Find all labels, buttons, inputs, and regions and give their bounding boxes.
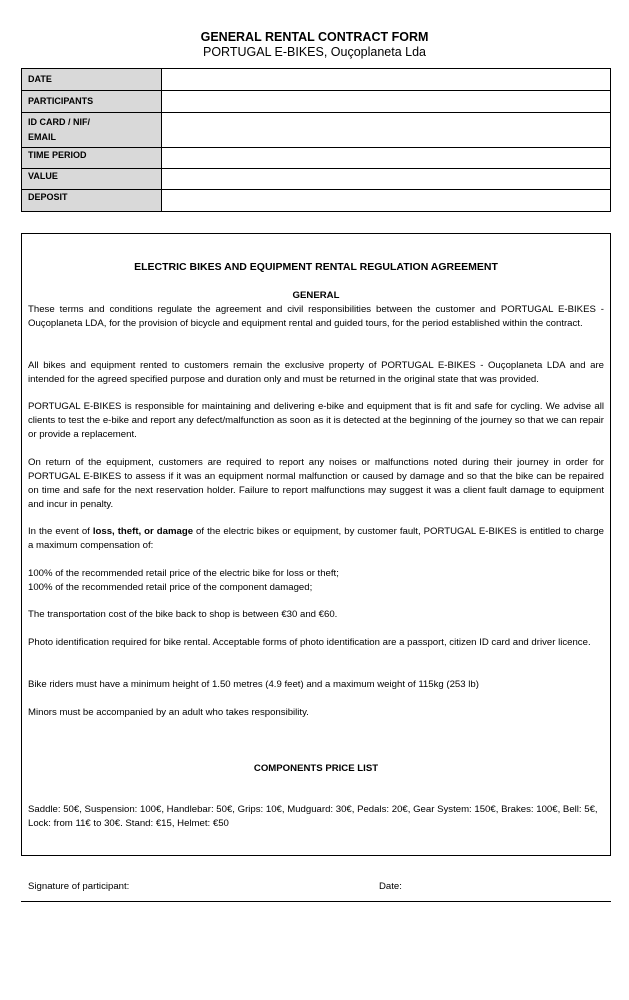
id-card-label — [22, 113, 162, 148]
date-field[interactable] — [162, 69, 611, 91]
general-heading: GENERAL — [292, 290, 340, 301]
paragraph-minors-block — [28, 706, 604, 720]
signature-date-label: Date: — [379, 881, 402, 892]
participants-field[interactable] — [162, 91, 611, 113]
deposit-label: DEPOSIT — [22, 190, 162, 212]
table-row — [22, 69, 611, 91]
general-section — [28, 289, 604, 331]
paragraph-percentages-block — [28, 567, 604, 595]
paragraph-photo-id: Photo identification required for bike rental. Acceptable forms of photo identification are a passport, citizen ID card and driver licence. — [28, 637, 591, 648]
page-title: GENERAL RENTAL CONTRACT FORM — [200, 30, 429, 44]
paragraph-transport: The transportation cost of the bike back to shop is between €30 and €60. — [28, 609, 338, 620]
participants-label: PARTICIPANTS — [22, 91, 162, 113]
paragraph-minors: Minors must be accompanied by an adult who takes responsibility. — [28, 707, 309, 718]
id-card-field[interactable] — [162, 113, 611, 148]
paragraph-maintenance-block — [28, 400, 604, 442]
signature-label: Signature of participant: — [28, 881, 130, 892]
agreement-box — [21, 233, 611, 856]
table-row — [22, 169, 611, 190]
paragraph-terms: These terms and conditions regulate the agreement and civil responsibilities between the customer and PORTUGAL E-BIKES - Ouçoplaneta LDA, for the provision of bicycle and equipment rental and guided tours, for the period established within the contract. — [28, 304, 604, 329]
paragraph-property-block — [28, 359, 604, 387]
price-list-block — [28, 803, 604, 831]
percentage-line-bike: 100% of the recommended retail price of the electric bike for loss or theft; — [28, 568, 339, 579]
price-list-section — [28, 762, 604, 776]
compensation-text-end: of the electric bikes or equipment, by customer fault, PORTUGAL E-BIKES is entitled to charge a maximum compensation of: — [28, 526, 604, 551]
paragraph-compensation-block — [28, 525, 604, 553]
date-label: DATE — [22, 69, 162, 91]
time-period-label: TIME PERIOD — [22, 148, 162, 169]
percentage-line-component: 100% of the recommended retail price of the component damaged; — [28, 582, 313, 593]
paragraph-rider-limits-block — [28, 678, 604, 692]
table-row — [22, 190, 611, 212]
table-row — [22, 91, 611, 113]
paragraph-compensation — [28, 525, 604, 553]
paragraph-return: On return of the equipment, customers are required to report any noises or malfunctions noted during their journey in order for PORTUGAL E-BIKES to assess if it was an equipment normal malfunction or caused by damage and so that the bike can be repaired on time and safe for the next reservation holder. Failure to report malfunctions may suggest it was a client fault damage to equipment and incur in penalty. — [28, 457, 604, 510]
paragraph-maintenance: PORTUGAL E-BIKES is responsible for maintaining and delivering e-bike and equipment that is fit and safe for cycling. We advise all clients to test the e-bike and report any defect/malfunction as soon as it is detected at the beginning of the journey so that we can repair or provide a replacement. — [28, 401, 604, 440]
value-label: VALUE — [22, 169, 162, 190]
time-period-field[interactable] — [162, 148, 611, 169]
agreement-title: ELECTRIC BIKES AND EQUIPMENT RENTAL REGULATION AGREEMENT — [134, 261, 498, 273]
signature-row — [21, 880, 611, 902]
contract-info-table — [21, 68, 611, 212]
paragraph-return-block — [28, 456, 604, 512]
id-card-label-line2: EMAIL — [28, 132, 56, 142]
compensation-bold: loss, theft, or damage — [92, 526, 194, 537]
price-list-heading: COMPONENTS PRICE LIST — [253, 763, 379, 774]
compensation-text-start: In the event of — [28, 526, 93, 537]
price-list-text: Saddle: 50€, Suspension: 100€, Handlebar: 50€, Grips: 10€, Mudguard: 30€, Pedals: 20€, Gear System: 150€, Brakes: 100€, Bell: 5€, Lock: from 11€ to 30€. Stand: €15, Helmet: €50 — [28, 804, 598, 829]
paragraph-property: All bikes and equipment rented to customers remain the exclusive property of PORTUGAL E-BIKES - Ouçoplaneta LDA and are intended for the agreed specified purpose and duration only and must be returned in the original state that was provided. — [28, 360, 604, 385]
paragraph-photo-id-block — [28, 636, 604, 650]
value-field[interactable] — [162, 169, 611, 190]
id-card-label-line1: ID CARD / NIF/ — [28, 117, 90, 127]
table-row — [22, 113, 611, 148]
paragraph-rider-limits: Bike riders must have a minimum height of 1.50 metres (4.9 feet) and a maximum weight of 115kg (253 lb) — [28, 679, 479, 690]
table-row — [22, 148, 611, 169]
deposit-field[interactable] — [162, 190, 611, 212]
paragraph-transport-block — [28, 608, 604, 622]
company-name: PORTUGAL E-BIKES, Ouçoplaneta Lda — [202, 45, 427, 59]
